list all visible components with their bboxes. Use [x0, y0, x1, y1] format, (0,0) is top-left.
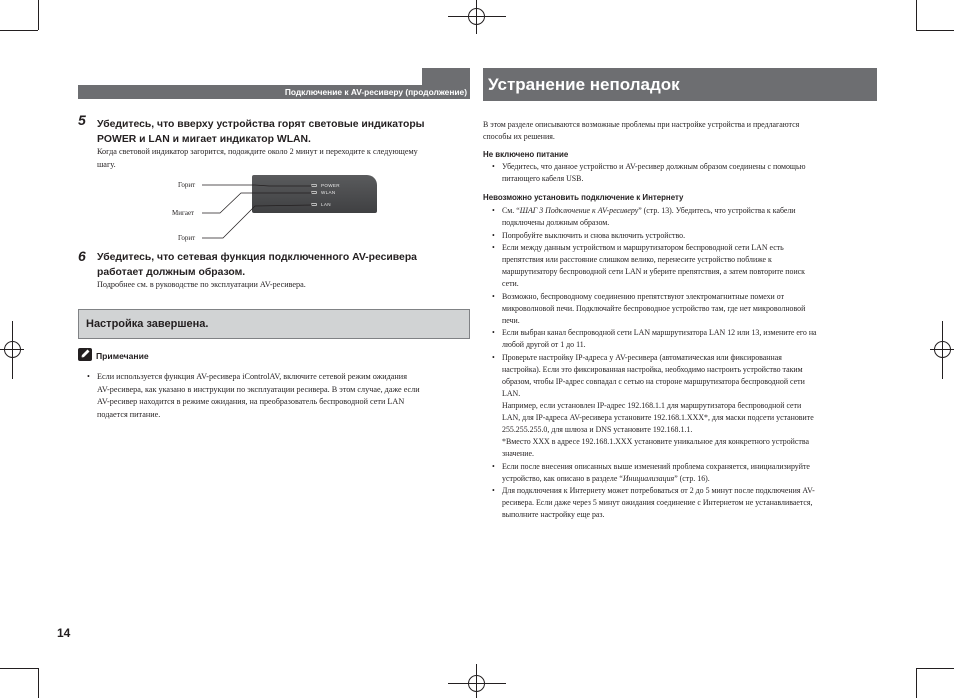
- no-internet-item-5: [483, 327, 883, 351]
- text-span: ” (стр. 13). Убедитесь, что устройства к кабели: [638, 206, 796, 215]
- note-line: AV-ресивер находится в режиме ожидания, на преобразователь беспроводной сети LAN: [97, 397, 405, 406]
- no-internet-line: • Если между данным устройством и маршрутизатором беспроводной сети LAN есть: [502, 243, 784, 253]
- no-internet-line: сети.: [502, 279, 519, 289]
- step-5-title-line2: POWER и LAN и мигает индикатор WLAN.: [97, 134, 311, 145]
- no-internet-item-3: [483, 242, 883, 290]
- header-tab-block: [422, 68, 470, 86]
- no-internet-item-6: [483, 352, 883, 460]
- step-5-text: [97, 146, 418, 171]
- callout-wlan-blink: Мигает: [172, 209, 195, 217]
- no-internet-item-4: [483, 291, 883, 327]
- no-internet-line: LAN.: [502, 388, 521, 398]
- intro-line: способы их решения.: [483, 132, 555, 141]
- note-list: [78, 371, 478, 422]
- step-5-text-line1: Когда световой индикатор загорится, подождите около 2 минут и переходите к следующему: [97, 147, 418, 156]
- no-internet-item-7: [483, 461, 883, 485]
- page-number: 14: [57, 626, 71, 640]
- no-internet-line: маршрутизатору беспроводной сети LAN и уберите препятствия, а затем повторите поиск: [502, 267, 806, 277]
- no-internet-line: препятствия или расстояние слишком велико, перенесите устройство поближе к: [502, 255, 772, 265]
- note-line: AV-ресивера, как указано в инструкции по эксплуатации ресивера. В этом случае, даже если: [97, 384, 420, 394]
- no-internet-line: настройка). Если это фиксированная настройка, необходимо настроить устройство таким: [502, 364, 803, 374]
- no-internet-item-8: [483, 485, 883, 521]
- section-header: Подключение к AV-ресиверу (продолжение): [78, 85, 470, 99]
- step-6-text: Подробнее см. в руководстве по эксплуатации AV-ресивера.: [97, 280, 306, 289]
- note-title: Примечание: [96, 351, 149, 361]
- intro-text: [483, 119, 799, 143]
- step-6-title-line2: работает должным образом.: [97, 267, 246, 278]
- no-internet-line: любой другой от 1 до 11.: [502, 340, 586, 350]
- no-internet-line: печи.: [502, 315, 520, 325]
- no-power-item: [483, 161, 883, 185]
- no-power-line: питающего кабеля USB.: [502, 174, 584, 183]
- no-internet-line: • Проверьте настройку IP-адреса у AV-ресивера (автоматическая или фиксированная: [502, 352, 782, 362]
- text-span: ” (стр. 16).: [674, 473, 710, 483]
- lan-led-label: LAN: [321, 202, 331, 207]
- callout-power-on: Горит: [178, 181, 196, 189]
- no-internet-item-1: [483, 205, 883, 229]
- no-internet-line: значение.: [502, 448, 534, 458]
- step-5-text-line2: шагу.: [97, 159, 116, 169]
- no-internet-line: • Возможно, беспроводному соединению препятствуют электромагнитные помехи от: [502, 291, 785, 301]
- no-power-heading: Не включено питание: [483, 150, 569, 159]
- callout-lan-on: Горит: [178, 234, 196, 242]
- no-internet-item-2: [483, 230, 883, 242]
- step-6-title: [97, 250, 417, 280]
- callout-lines: [195, 175, 315, 245]
- no-internet-line: выполните настройку еще раз.: [502, 510, 605, 520]
- setup-complete-box: Настройка завершена.: [78, 309, 470, 339]
- no-internet-line: • Для подключения к Интернету может потребоваться от 2 до 5 минут после подключения AV-: [502, 486, 815, 496]
- no-internet-line: ресивера. Если даже через 5 минут ожидания соединение с Интернетом не устанавливается,: [502, 498, 813, 508]
- no-internet-line: • Попробуйте выключить и снова включить устройство.: [502, 230, 686, 240]
- wlan-led-label: WLAN: [321, 190, 336, 195]
- note-line: подается питание.: [97, 409, 161, 419]
- page-title: Устранение неполадок: [483, 68, 877, 101]
- text-span: устройство, как описано в разделе “: [502, 473, 623, 483]
- no-internet-line: [502, 473, 883, 485]
- no-power-list: [483, 161, 883, 186]
- step-number-6: 6: [78, 248, 86, 264]
- no-internet-line: LAN, для IP-адреса AV-ресивера установите 192.168.1.XXX*, для маски подсети установите: [502, 412, 814, 422]
- no-internet-line: подключены должным образом.: [502, 218, 610, 227]
- no-internet-heading: Невозможно установить подключение к Интернету: [483, 193, 684, 202]
- note-line: • Если используется функция AV-ресивера iControlAV, включите сетевой режим ожидания: [97, 372, 407, 381]
- no-internet-line: микроволновой печи. Подключайте беспроводное устройство там, где нет микроволновой: [502, 303, 806, 313]
- no-internet-line: • Если после внесения описанных выше изменений проблема сохраняется, инициализируйте: [502, 461, 810, 471]
- no-internet-line: образом, чтобы IP-адрес совпадал с сетью на стороне маршрутизатора беспроводной сети: [502, 376, 805, 386]
- step-5-title-line1: Убедитесь, что вверху устройства горят световые индикаторы: [97, 119, 425, 130]
- no-internet-line: • Если выбран канал беспроводной сети LAN маршрутизатора LAN 12 или 13, измените его на: [502, 328, 817, 338]
- intro-line: В этом разделе описываются возможные проблемы при настройке устройства и предлагаются: [483, 120, 800, 129]
- no-internet-list: [483, 205, 883, 522]
- no-power-line: • Убедитесь, что данное устройство и AV-ресивер должным образом соединены с помощью: [502, 162, 806, 171]
- step-5-title: [97, 117, 425, 147]
- power-led-label: POWER: [321, 183, 340, 188]
- initialization-reference: Инициализация: [622, 473, 675, 483]
- text-span: См. “: [502, 206, 520, 215]
- no-internet-line: [502, 205, 883, 217]
- step-6-title-line1: Убедитесь, что сетевая функция подключенного AV-ресивера: [97, 252, 417, 263]
- step-number-5: 5: [78, 112, 86, 128]
- no-internet-line: Например, если установлен IP-адрес 192.168.1.1 для маршрутизатора беспроводной сети: [502, 400, 802, 410]
- step3-reference: ШАГ 3 Подключение к AV-ресиверу: [519, 206, 639, 215]
- note-item: [78, 371, 478, 421]
- no-internet-line: *Вместо XXX в адресе 192.168.1.XXX установите уникальное для конкретного устройства: [502, 436, 809, 446]
- no-internet-line: 255.255.255.0, для шлюза и DNS установите 192.168.1.1.: [502, 424, 693, 434]
- pencil-icon: [78, 348, 92, 361]
